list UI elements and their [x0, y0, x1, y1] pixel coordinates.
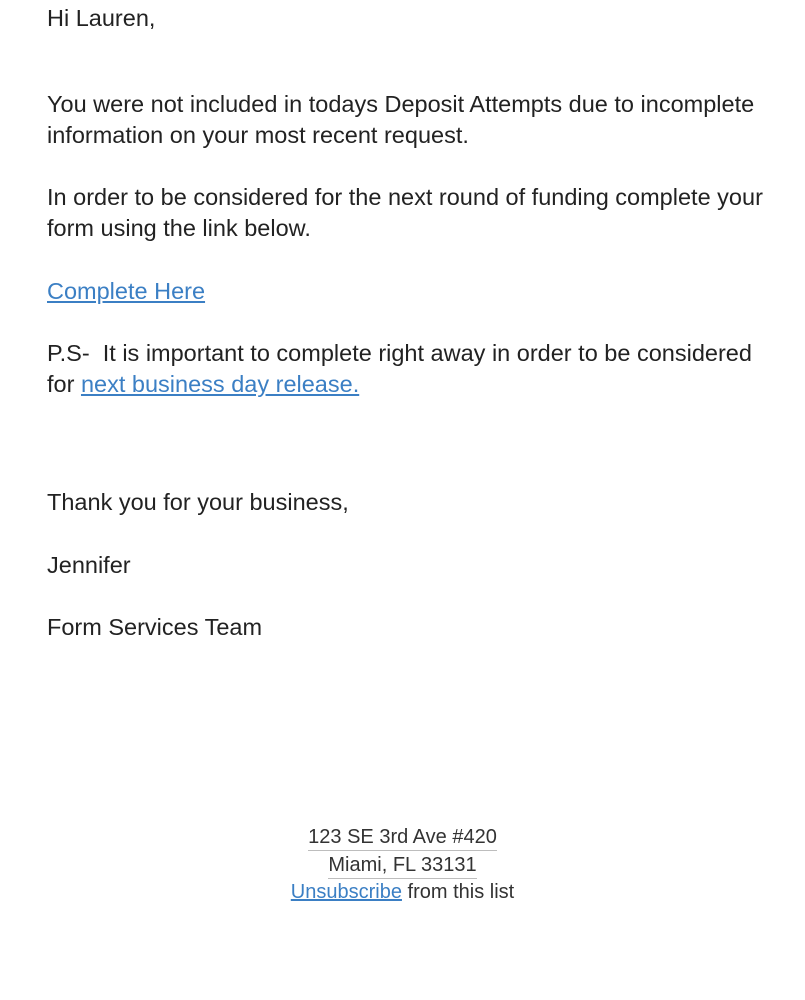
closing-text: Thank you for your business,	[47, 489, 349, 515]
unsubscribe-line	[0, 879, 805, 907]
address-line-2: Miami, FL 33131	[328, 853, 476, 879]
deposit-notice-paragraph: You were not included in todays Deposit Attempts due to incomplete information on your most recent request.	[47, 91, 755, 148]
ps-paragraph	[47, 338, 767, 400]
greeting-text: Hi Lauren,	[47, 5, 156, 31]
complete-here-link[interactable]: Complete Here	[47, 278, 206, 304]
ps-text: P.S- It is important to complete right away in order to be considered for	[47, 340, 759, 397]
address-line-1: 123 SE 3rd Ave #420	[308, 825, 497, 851]
unsubscribe-link[interactable]: Unsubscribe	[290, 881, 402, 903]
email-footer	[0, 824, 805, 907]
cta-line	[47, 276, 205, 307]
team-name: Form Services Team	[47, 614, 263, 640]
signer-name: Jennifer	[47, 552, 131, 578]
unsubscribe-suffix: from this list	[401, 881, 515, 903]
funding-instructions-paragraph: In order to be considered for the next round of funding complete your form using the link below.	[47, 184, 763, 241]
next-business-day-link[interactable]: next business day release.	[80, 371, 360, 397]
